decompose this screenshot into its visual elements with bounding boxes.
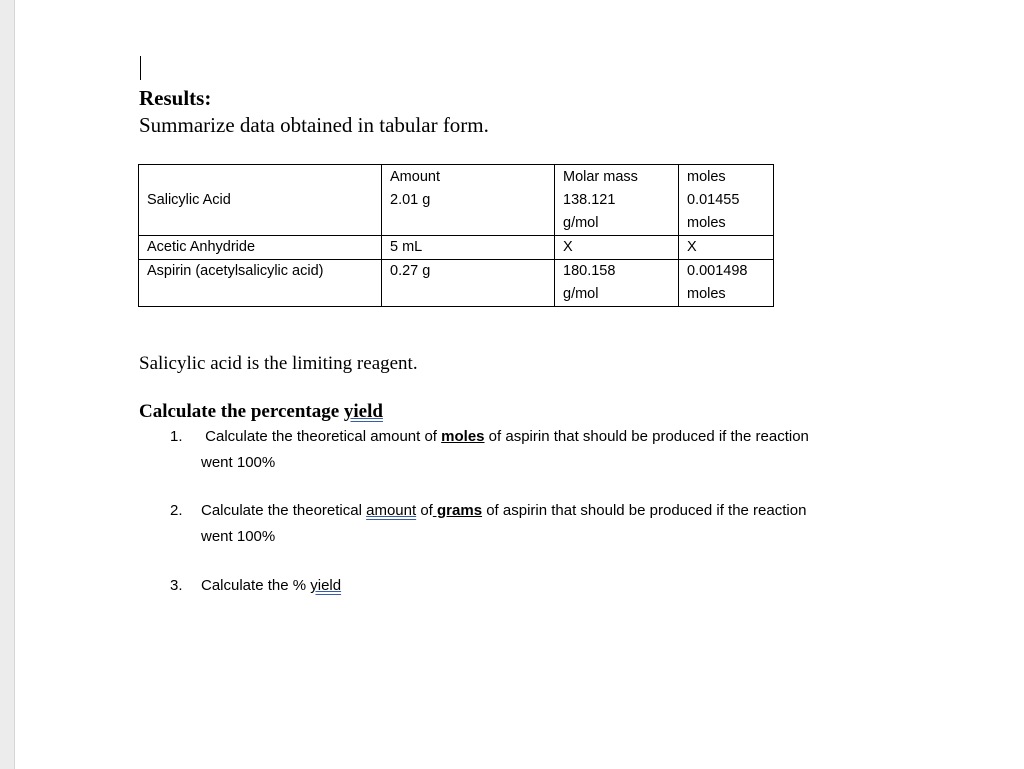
- molar-mass-value: 138.121: [563, 192, 616, 208]
- step-number: 3.: [170, 577, 183, 594]
- grams-emphasis: grams: [432, 502, 483, 519]
- table-row: [139, 236, 774, 260]
- results-heading: Results:: [139, 86, 212, 110]
- moles-value: 0.01455: [687, 192, 740, 208]
- step-text-line2: went 100%: [201, 528, 276, 545]
- cell-molar-mass: [555, 260, 679, 307]
- cell-moles: [679, 260, 774, 307]
- molar-mass-value: 180.158: [563, 263, 616, 279]
- molar-mass-unit: g/mol: [563, 286, 599, 302]
- header-molar-mass: Molar mass: [555, 165, 679, 190]
- cell-substance: Salicylic Acid: [139, 189, 382, 236]
- cell-moles: X: [679, 236, 774, 260]
- moles-unit: moles: [687, 286, 726, 302]
- cell-amount: 5 mL: [382, 236, 555, 260]
- header-amount: Amount: [382, 165, 555, 190]
- table-header-row: [139, 165, 774, 190]
- step-number: 1.: [170, 428, 183, 445]
- cell-substance: Aspirin (acetylsalicylic acid): [139, 260, 382, 307]
- calculation-heading: [139, 401, 383, 423]
- table-row: [139, 260, 774, 307]
- step-text: Calculate the theoretical amount of moles of aspirin that should be produced if the reaction went 100%: [201, 428, 809, 471]
- moles-value: 0.001498: [687, 263, 748, 279]
- cell-amount: 0.27 g: [382, 260, 555, 307]
- limiting-reagent-statement: Salicylic acid is the limiting reagent.: [139, 353, 418, 374]
- step-number: 2.: [170, 502, 183, 519]
- molar-mass-unit: g/mol: [563, 215, 599, 231]
- page-left-margin: [0, 0, 15, 769]
- cell-substance: Acetic Anhydride: [139, 236, 382, 260]
- results-instruction: Summarize data obtained in tabular form.: [139, 113, 489, 137]
- step-text: Calculate the % yield: [201, 577, 342, 594]
- step-text: Calculate the theoretical amount of grams of aspirin that should be produced if the reaction went 100%: [201, 502, 807, 545]
- calculation-heading-text: Calculate the percentage: [139, 401, 344, 422]
- header-moles: moles: [679, 165, 774, 190]
- text-cursor: [140, 56, 141, 80]
- cell-amount: 2.01 g: [382, 189, 555, 236]
- yield-spellcheck-word: yield: [310, 577, 342, 594]
- table-row: [139, 189, 774, 236]
- cell-moles: [679, 189, 774, 236]
- step-text-line2: went 100%: [201, 454, 276, 471]
- cell-molar-mass: X: [555, 236, 679, 260]
- moles-unit: moles: [687, 215, 726, 231]
- moles-emphasis: moles: [441, 428, 485, 445]
- amount-spellcheck-word: amount: [366, 502, 417, 519]
- header-substance: [139, 165, 382, 190]
- yield-spellcheck-word: yield: [343, 401, 383, 422]
- results-table: [138, 164, 774, 307]
- cell-molar-mass: [555, 189, 679, 236]
